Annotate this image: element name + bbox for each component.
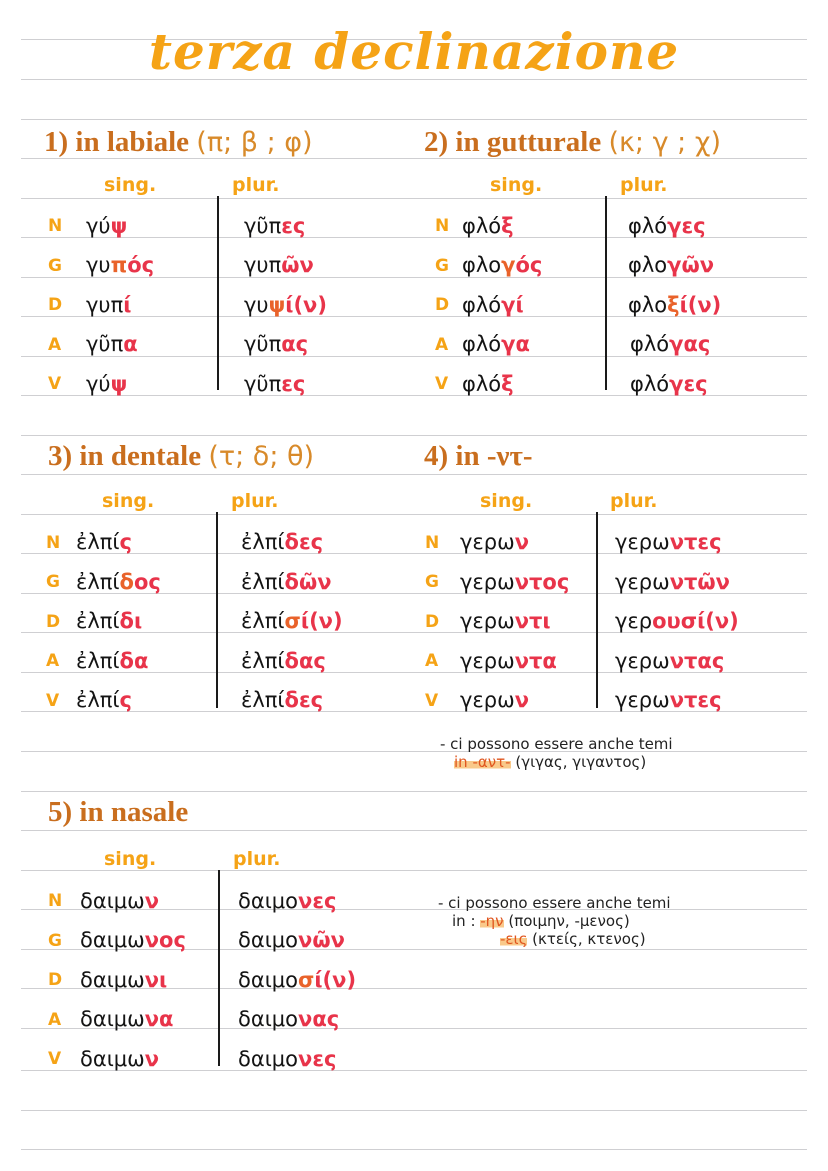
case-label-accusative: A bbox=[425, 651, 439, 671]
section-name: in nasale bbox=[79, 796, 189, 828]
rule-line bbox=[21, 791, 807, 792]
column-divider bbox=[217, 196, 219, 390]
case-label-accusative: A bbox=[48, 335, 62, 355]
singular-form: ἐλπίς bbox=[76, 530, 132, 554]
case-label-vocative: V bbox=[48, 1049, 62, 1069]
plural-form: γῦπες bbox=[244, 372, 306, 396]
case-label-dative: D bbox=[48, 295, 63, 315]
plural-form: γερωντας bbox=[615, 649, 725, 673]
rule-line bbox=[21, 119, 807, 120]
column-divider bbox=[218, 870, 220, 1066]
case-label-genitive: G bbox=[48, 931, 62, 951]
plural-form: δαιμοσί(ν) bbox=[238, 968, 357, 992]
rule-line bbox=[21, 1149, 807, 1150]
singular-form: γῦπα bbox=[86, 332, 138, 356]
note-line: -εις (κτείς, κτενος) bbox=[500, 930, 646, 948]
singular-form: γυπός bbox=[86, 253, 155, 277]
plural-header: plur. bbox=[620, 174, 668, 196]
plural-form: φλόγας bbox=[630, 332, 711, 356]
case-label-genitive: G bbox=[425, 572, 439, 592]
singular-form: δαιμων bbox=[80, 889, 160, 913]
case-label-dative: D bbox=[48, 970, 63, 990]
plural-form: ἐλπίσί(ν) bbox=[241, 609, 343, 633]
case-label-genitive: G bbox=[435, 256, 449, 276]
case-label-nominative: N bbox=[435, 216, 450, 236]
singular-form: δαιμωνα bbox=[80, 1007, 174, 1031]
section-name: in dentale bbox=[79, 440, 202, 472]
section-heading bbox=[44, 126, 313, 159]
singular-form: γερωντι bbox=[460, 609, 551, 633]
highlighted-stem: -ην bbox=[480, 912, 504, 930]
section-number: 3) bbox=[48, 440, 73, 472]
singular-form: ἐλπίδα bbox=[76, 649, 149, 673]
singular-form: δαιμων bbox=[80, 1047, 160, 1071]
plural-form: φλογῶν bbox=[628, 253, 715, 277]
plural-form: δαιμονας bbox=[238, 1007, 340, 1031]
case-label-dative: D bbox=[425, 612, 440, 632]
rule-line bbox=[21, 1110, 807, 1111]
section-consonants: (τ; δ; θ) bbox=[208, 441, 315, 472]
singular-form: φλόξ bbox=[462, 214, 514, 238]
section-heading bbox=[424, 126, 721, 159]
case-label-nominative: N bbox=[48, 891, 63, 911]
plural-form: δαιμονες bbox=[238, 889, 337, 913]
case-label-vocative: V bbox=[425, 691, 439, 711]
rule-line bbox=[21, 277, 807, 278]
rule-line bbox=[21, 356, 807, 357]
section-consonants: (κ; γ ; χ) bbox=[608, 127, 721, 158]
case-label-accusative: A bbox=[46, 651, 60, 671]
note-line: - ci possono essere anche temi bbox=[440, 735, 673, 753]
section-name: in gutturale bbox=[455, 126, 602, 158]
case-label-vocative: V bbox=[435, 374, 449, 394]
section-consonants: (π; β ; φ) bbox=[196, 127, 313, 158]
singular-header: sing. bbox=[102, 490, 155, 512]
case-label-dative: D bbox=[435, 295, 450, 315]
plural-form: γερουσί(ν) bbox=[615, 609, 739, 633]
highlighted-stem: in -αντ- bbox=[454, 753, 511, 771]
singular-form: ἐλπίδος bbox=[76, 570, 161, 594]
rule-line bbox=[21, 830, 807, 831]
plural-form: γυπῶν bbox=[244, 253, 314, 277]
column-divider bbox=[605, 196, 607, 390]
case-label-dative: D bbox=[46, 612, 61, 632]
note-nasale bbox=[438, 894, 671, 948]
plural-form: φλόγες bbox=[630, 372, 708, 396]
rule-line bbox=[21, 514, 807, 515]
note-nt bbox=[440, 735, 673, 771]
plural-form: φλοξί(ν) bbox=[628, 293, 722, 317]
singular-form: φλόξ bbox=[462, 372, 514, 396]
section-heading bbox=[48, 796, 188, 829]
singular-form: δαιμωνος bbox=[80, 928, 186, 952]
case-label-genitive: G bbox=[48, 256, 62, 276]
section-number: 5) bbox=[48, 796, 73, 828]
column-divider bbox=[216, 512, 218, 708]
section-number: 2) bbox=[424, 126, 449, 158]
plural-form: γῦπας bbox=[244, 332, 309, 356]
singular-header: sing. bbox=[480, 490, 533, 512]
plural-form: γερωντες bbox=[615, 688, 722, 712]
plural-form: δαιμονες bbox=[238, 1047, 337, 1071]
plural-header: plur. bbox=[233, 848, 281, 870]
case-label-nominative: N bbox=[425, 533, 440, 553]
plural-form: φλόγες bbox=[628, 214, 706, 238]
rule-line bbox=[21, 751, 807, 752]
page-title: terza declinazione bbox=[148, 22, 680, 81]
case-label-accusative: A bbox=[48, 1010, 62, 1030]
singular-header: sing. bbox=[104, 848, 157, 870]
note-line: in -αντ- (γιγας, γιγαντος) bbox=[454, 753, 647, 771]
singular-form: γερων bbox=[460, 688, 530, 712]
plural-form: γερωντῶν bbox=[615, 570, 730, 594]
plural-form: γερωντες bbox=[615, 530, 722, 554]
plural-form: γυψί(ν) bbox=[244, 293, 327, 317]
plural-header: plur. bbox=[232, 174, 280, 196]
plural-form: γῦπες bbox=[244, 214, 306, 238]
rule-line bbox=[21, 198, 807, 199]
singular-form: ἐλπίδι bbox=[76, 609, 143, 633]
section-name: in -ντ- bbox=[455, 440, 533, 472]
plural-form: δαιμονῶν bbox=[238, 928, 345, 952]
case-label-vocative: V bbox=[48, 374, 62, 394]
plural-header: plur. bbox=[610, 490, 658, 512]
singular-form: γερωντος bbox=[460, 570, 570, 594]
section-heading bbox=[48, 440, 314, 473]
rule-line bbox=[21, 474, 807, 475]
note-line: in : -ην (ποιμην, -μενος) bbox=[452, 912, 630, 930]
plural-header: plur. bbox=[231, 490, 279, 512]
singular-header: sing. bbox=[104, 174, 157, 196]
section-number: 4) bbox=[424, 440, 449, 472]
section-number: 1) bbox=[44, 126, 69, 158]
plural-form: ἐλπίδας bbox=[241, 649, 326, 673]
singular-form: ἐλπίς bbox=[76, 688, 132, 712]
column-divider bbox=[596, 512, 598, 708]
plural-form: ἐλπίδες bbox=[241, 530, 324, 554]
section-heading bbox=[424, 440, 533, 473]
singular-form: δαιμωνι bbox=[80, 968, 168, 992]
singular-form: φλόγα bbox=[462, 332, 530, 356]
singular-form: γυπί bbox=[86, 293, 132, 317]
singular-header: sing. bbox=[490, 174, 543, 196]
singular-form: γερωντα bbox=[460, 649, 557, 673]
plural-form: ἐλπίδῶν bbox=[241, 570, 332, 594]
singular-form: φλογός bbox=[462, 253, 543, 277]
singular-form: γύψ bbox=[86, 214, 128, 238]
singular-form: γερων bbox=[460, 530, 530, 554]
case-label-genitive: G bbox=[46, 572, 60, 592]
note-line: - ci possono essere anche temi bbox=[438, 894, 671, 912]
rule-line bbox=[21, 870, 807, 871]
plural-form: ἐλπίδες bbox=[241, 688, 324, 712]
case-label-vocative: V bbox=[46, 691, 60, 711]
singular-form: φλόγί bbox=[462, 293, 524, 317]
case-label-nominative: N bbox=[48, 216, 63, 236]
singular-form: γύψ bbox=[86, 372, 128, 396]
case-label-nominative: N bbox=[46, 533, 61, 553]
case-label-accusative: A bbox=[435, 335, 449, 355]
section-name: in labiale bbox=[75, 126, 190, 158]
rule-line bbox=[21, 435, 807, 436]
highlighted-stem: -εις bbox=[500, 930, 528, 948]
